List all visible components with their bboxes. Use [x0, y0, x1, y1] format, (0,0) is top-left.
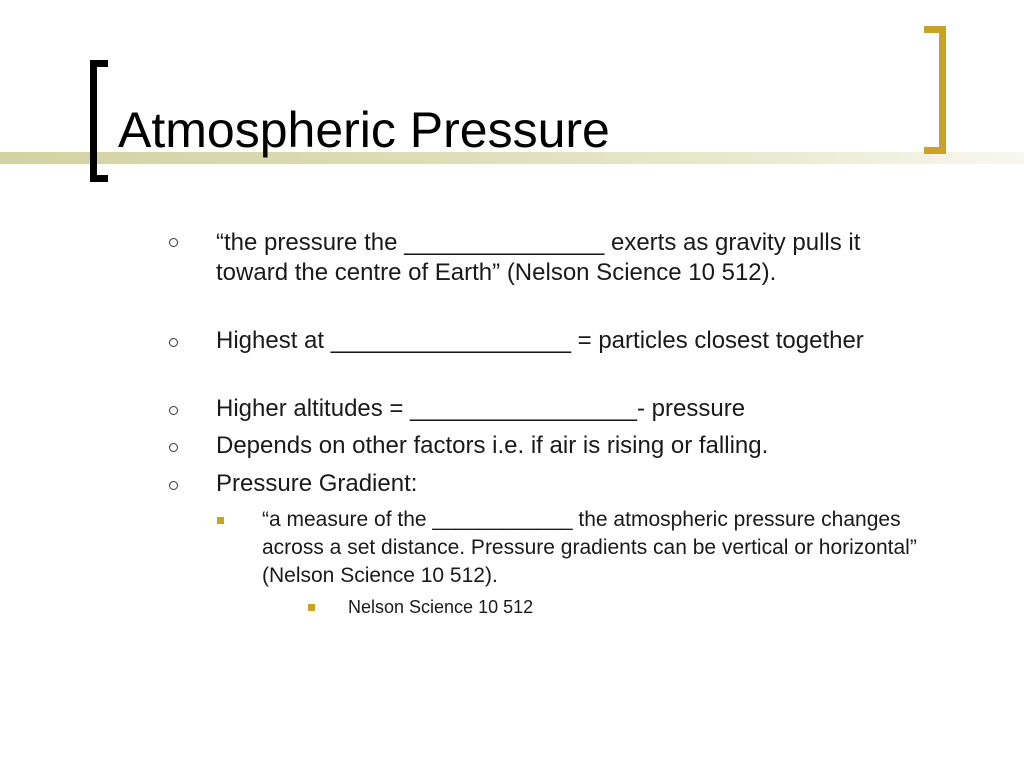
left-bracket-decoration [90, 60, 108, 182]
gold-square-icon [308, 604, 315, 611]
gold-square-icon [217, 517, 224, 524]
sub-sub-bullet-item-1: Nelson Science 10 512 [348, 597, 534, 617]
sub-bullet-item-1: “a measure of the ____________ the atmospheric pressure changes across a set distance. Pressure gradients can be vertical or horizontal” (Nelson Science 10 512). [262, 508, 917, 587]
bullet-item-5: Pressure Gradient: [216, 470, 418, 497]
hollow-circle-icon [169, 238, 178, 247]
hollow-circle-icon [169, 338, 178, 347]
bullet-item-4: Depends on other factors i.e. if air is rising or falling. [216, 432, 769, 459]
bullet-item-2: Highest at __________________ = particles closest together [216, 327, 864, 354]
bullet-item-1: “the pressure the _______________ exerts as gravity pulls it toward the centre of Earth” (Nelson Science 10 512). [216, 229, 861, 286]
hollow-circle-icon [169, 443, 178, 452]
hollow-circle-icon [169, 406, 178, 415]
right-bracket-decoration [924, 26, 946, 154]
hollow-circle-icon [169, 481, 178, 490]
slide-title: Atmospheric Pressure [118, 102, 610, 158]
bullet-item-3: Higher altitudes = _________________- pressure [216, 395, 746, 422]
